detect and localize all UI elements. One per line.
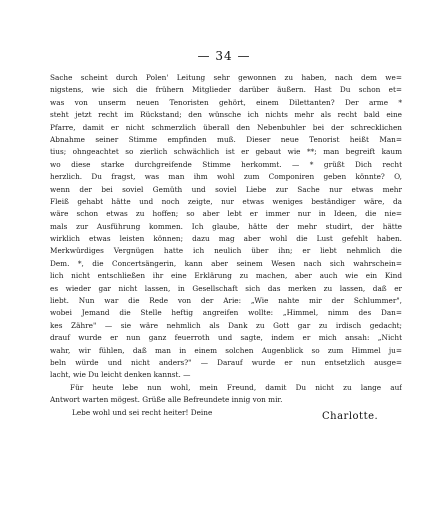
text-line: beln würde und nicht anders?" — Darauf wurde er nun entsetzlich ausge= <box>50 357 402 367</box>
text-line: liebt. Nun war die Rede von der Arie: „Wie nahte mir der Schlummer", <box>50 296 402 306</box>
text-line: wenn der bei soviel Gemüth und soviel Liebe zur Sache nur etwas mehr <box>50 184 402 194</box>
text-line: Merkwürdiges Vergnügen hatte ich neulich über ihn; er liebt nehmlich die <box>50 246 402 256</box>
text-line: tius; ohngeachtet so zierlich schwächlich ist er gebaut wie **; man begreift kaum <box>50 147 402 157</box>
text-line: Pfarre, damit er nicht schmerzlich überall den Nebenbuhler bei der schrecklichen <box>50 122 402 132</box>
text-line: steht jetzt recht im Rückstand; den wünsche ich nichts mehr als recht bald eine <box>50 110 402 120</box>
text-line: Für heute lebe nun wohl, mein Freund, damit Du nicht zu lange auf <box>70 382 402 392</box>
text-line: drauf wurde er nun ganz feuerroth und sagte, indem er mich ansah: „Nicht <box>50 333 402 343</box>
text-line: Dem. *, die Concertsängerin, kann aber seinem Wesen nach sich wahrschein= <box>50 258 402 268</box>
letter-body <box>50 72 402 419</box>
text-line: lich nicht entschließen ihr eine Erklärung zu machen, aber auch wie ein Kind <box>50 271 402 281</box>
page-number: — 34 — <box>197 49 251 63</box>
text-line: wahr, wir fühlen, daß man in einem solchen Augenblick so zum Himmel ju= <box>50 345 402 355</box>
text-line: es wieder gar nicht lassen, in Gesellschaft sich das merken zu lassen, daß er <box>50 283 402 293</box>
text-line: wo diese starke durchgreifende Stimme herkommt. — * grüßt Dich recht <box>50 159 402 169</box>
text-line: Abnahme seiner Stimme empfinden muß. Dieser neue Tenorist heißt Man= <box>50 134 402 144</box>
text-line: mals zur Ausführung kommen. Ich glaube, hätte der mehr studirt, der hätte <box>50 221 402 231</box>
text-line: herzlich. Du fragst, was man ihm wohl zum Componiren geben könnte? O, <box>50 172 402 182</box>
text-line: wobei Jemand die Stelle heftig angreifen wollte: „Himmel, nimm des Dan= <box>50 308 402 318</box>
text-line: Sache scheint durch Polen' Leitung sehr gewonnen zu haben, nach dem we= <box>50 73 402 82</box>
text-line: kes Zähre" — sie wäre nehmlich als Dank zu Gott gar zu irdisch gedacht; <box>50 320 402 330</box>
signature: Charlotte. <box>322 411 379 422</box>
text-line: Fleiß gehabt hätte und noch zeigte, nur etwas weniges beständiger wäre, da <box>50 196 402 206</box>
text-line: Lebe wohl und sei recht heiter! Deine <box>72 407 213 417</box>
text-line: Antwort warten mögest. Grüße alle Befreundete innig von mir. <box>50 395 283 405</box>
text-line: wäre schon etwas zu hoffen; so aber lebt er immer nur in Ideen, die nie= <box>50 209 402 219</box>
text-line: lacht, wie Du leicht denken kannst. — <box>50 370 191 380</box>
text-line: nigstens, wie sich die frühern Mitglieder darüber äußern. Hast Du schon et= <box>50 85 402 95</box>
text-line: wirklich etwas leisten können; dazu mag aber wohl die Lust gefehlt haben. <box>50 234 402 244</box>
text-line: was von unserm neuen Tenoristen gehört, einem Dilettanten? Der arme * <box>50 97 402 107</box>
